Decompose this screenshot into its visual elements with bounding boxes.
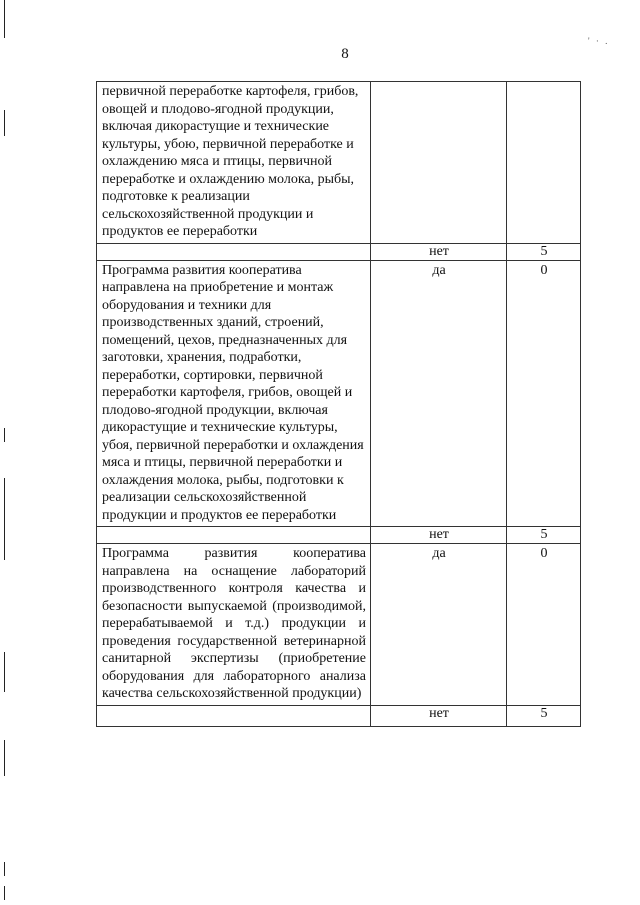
answer-cell [371, 82, 507, 244]
page-number: 8 [341, 46, 349, 62]
scan-edge-line [4, 862, 5, 876]
scan-edge-line [4, 886, 5, 900]
score-cell: 0 [507, 260, 581, 527]
answer-cell: нет [371, 527, 507, 544]
score-cell: 5 [507, 527, 581, 544]
score-cell: 5 [507, 705, 581, 726]
scan-edge-line [4, 478, 5, 560]
table-row [97, 260, 581, 527]
scan-edge-line [4, 740, 5, 776]
scan-edge-line [4, 0, 5, 38]
table-row [97, 527, 581, 544]
table-row [97, 82, 581, 244]
criterion-cell [97, 705, 371, 726]
answer-cell: да [371, 544, 507, 706]
answer-cell: нет [371, 243, 507, 260]
scan-edge-line [4, 652, 5, 692]
score-cell [507, 82, 581, 244]
answer-cell: да [371, 260, 507, 527]
scan-edge-line [4, 110, 5, 136]
scan-edge-line [4, 428, 5, 442]
criterion-cell [97, 527, 371, 544]
criteria-table [96, 81, 581, 727]
answer-cell: нет [371, 705, 507, 726]
scan-artifact-mark: ' · . [588, 36, 610, 46]
table-row [97, 705, 581, 726]
criterion-cell: Программа развития кооператива направлена на оснащение лабораторий производственного контроля качества и безопасности выпускаемой (производимой, перерабатываемой и т.д.) продукции и проведения государственной ветеринарной санитарной экспертизы (приобретение оборудования для лабораторного анализа качества сельскохозяйственной продукции) [97, 544, 371, 706]
table-row [97, 243, 581, 260]
table-row [97, 544, 581, 706]
score-cell: 0 [507, 544, 581, 706]
criterion-cell [97, 243, 371, 260]
score-cell: 5 [507, 243, 581, 260]
criterion-cell: Программа развития кооператива направлена на приобретение и монтаж оборудования и техники для производственных зданий, строений, помещений, цехов, предназначенных для заготовки, хранения, подработки, переработки, сортировки, первичной переработки картофеля, грибов, овощей и плодово-ягодной продукции, включая дикорастущие и технические культуры, убоя, первичной переработки и охлаждения мяса и птицы, первичной переработки и охлаждения молока, рыбы, подготовки к реализации сельскохозяйственной продукции и продуктов ее переработки [97, 260, 371, 527]
criterion-cell: первичной переработке картофеля, грибов, овощей и плодово-ягодной продукции, включая дикорастущие и технические культуры, убою, первичной переработке и охлаждению мяса и птицы, первичной переработке и охлаждению молока, рыбы, подготовке к реализации сельскохозяйственной продукции и продуктов ее переработки [97, 82, 371, 244]
